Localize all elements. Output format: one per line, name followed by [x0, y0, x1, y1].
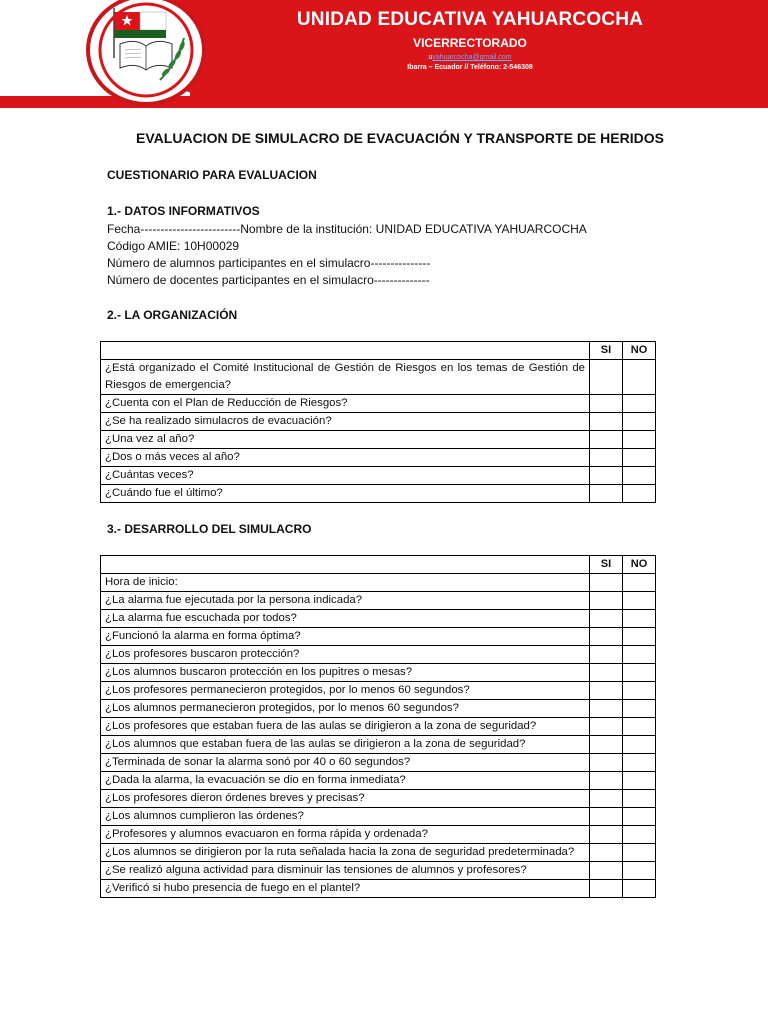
- question-cell: ¿Dada la alarma, la evacuación se dio en forma inmediata?: [101, 772, 590, 790]
- no-answer-cell[interactable]: [623, 754, 656, 772]
- si-header: SI: [590, 342, 623, 360]
- question-cell: ¿La alarma fue escuchada por todos?: [101, 610, 590, 628]
- si-answer-cell[interactable]: [590, 646, 623, 664]
- school-logo: [86, 0, 206, 106]
- school-name: UNIDAD EDUCATIVA YAHUARCOCHA: [296, 9, 644, 30]
- section-3-heading: 3.- DESARROLLO DEL SIMULACRO: [107, 522, 312, 536]
- section-1-heading: 1.- DATOS INFORMATIVOS: [107, 204, 260, 218]
- questionnaire-subtitle: CUESTIONARIO PARA EVALUACION: [107, 168, 317, 182]
- no-answer-cell[interactable]: [623, 682, 656, 700]
- si-answer-cell[interactable]: [590, 718, 623, 736]
- info-line-students: Número de alumnos participantes en el simulacro---------------: [107, 256, 431, 270]
- si-answer-cell[interactable]: [590, 574, 623, 592]
- table-row: [101, 718, 656, 736]
- si-answer-cell[interactable]: [590, 808, 623, 826]
- organization-table: [100, 341, 656, 503]
- table-row: [101, 413, 656, 431]
- no-answer-cell[interactable]: [623, 826, 656, 844]
- table-row: [101, 467, 656, 485]
- email-prefix: u: [428, 54, 433, 61]
- question-cell: ¿Se ha realizado simulacros de evacuación?: [101, 413, 590, 431]
- no-answer-cell[interactable]: [623, 413, 656, 431]
- si-answer-cell[interactable]: [590, 736, 623, 754]
- no-answer-cell[interactable]: [623, 610, 656, 628]
- table-row: [101, 736, 656, 754]
- no-answer-cell[interactable]: [623, 718, 656, 736]
- no-answer-cell[interactable]: [623, 664, 656, 682]
- no-answer-cell[interactable]: [623, 574, 656, 592]
- no-answer-cell[interactable]: [623, 772, 656, 790]
- si-answer-cell[interactable]: [590, 628, 623, 646]
- table-row: [101, 862, 656, 880]
- info-line-amie-code: Código AMIE: 10H00029: [107, 239, 240, 253]
- table-header-row: [101, 342, 656, 360]
- no-answer-cell[interactable]: [623, 449, 656, 467]
- si-answer-cell[interactable]: [590, 862, 623, 880]
- table-row: [101, 431, 656, 449]
- question-cell: ¿Cuántas veces?: [101, 467, 590, 485]
- si-answer-cell[interactable]: [590, 772, 623, 790]
- question-header-cell: [101, 556, 590, 574]
- no-header: NO: [623, 556, 656, 574]
- no-answer-cell[interactable]: [623, 790, 656, 808]
- no-answer-cell[interactable]: [623, 844, 656, 862]
- table-row: [101, 592, 656, 610]
- question-cell: ¿Los profesores permanecieron protegidos, por lo menos 60 segundos?: [101, 682, 590, 700]
- no-answer-cell[interactable]: [623, 485, 656, 503]
- question-cell: ¿Dos o más veces al año?: [101, 449, 590, 467]
- no-answer-cell[interactable]: [623, 700, 656, 718]
- si-answer-cell[interactable]: [590, 395, 623, 413]
- question-cell: ¿Los profesores buscaron protección?: [101, 646, 590, 664]
- no-answer-cell[interactable]: [623, 628, 656, 646]
- question-cell: ¿Profesores y alumnos evacuaron en forma rápida y ordenada?: [101, 826, 590, 844]
- table-row: [101, 754, 656, 772]
- si-answer-cell[interactable]: [590, 610, 623, 628]
- si-answer-cell[interactable]: [590, 844, 623, 862]
- table-row: [101, 664, 656, 682]
- simulation-table: [100, 555, 656, 898]
- section-2-heading: 2.- LA ORGANIZACIÓN: [107, 308, 238, 322]
- table-row: [101, 700, 656, 718]
- table-header-row: [101, 556, 656, 574]
- si-answer-cell[interactable]: [590, 360, 623, 395]
- table-row: [101, 449, 656, 467]
- si-answer-cell[interactable]: [590, 790, 623, 808]
- si-answer-cell[interactable]: [590, 700, 623, 718]
- question-header-cell: [101, 342, 590, 360]
- question-cell: ¿Los alumnos que estaban fuera de las aulas se dirigieron a la zona de seguridad?: [101, 736, 590, 754]
- table-row: [101, 395, 656, 413]
- info-line-teachers: Número de docentes participantes en el simulacro--------------: [107, 273, 430, 287]
- department-name: VICERRECTORADO: [413, 36, 527, 50]
- question-cell: ¿Funcionó la alarma en forma óptima?: [101, 628, 590, 646]
- no-answer-cell[interactable]: [623, 736, 656, 754]
- question-cell: ¿Cuenta con el Plan de Reducción de Riesgos?: [101, 395, 590, 413]
- question-cell: ¿La alarma fue ejecutada por la persona indicada?: [101, 592, 590, 610]
- no-answer-cell[interactable]: [623, 360, 656, 395]
- question-cell: ¿Los alumnos cumplieron las órdenes?: [101, 808, 590, 826]
- table-row: [101, 808, 656, 826]
- table-row: [101, 826, 656, 844]
- no-answer-cell[interactable]: [623, 808, 656, 826]
- question-cell: ¿Está organizado el Comité Institucional de Gestión de Riesgos en los temas de Gestión de Riesgos de emergencia?: [101, 360, 590, 395]
- table-row: [101, 485, 656, 503]
- si-answer-cell[interactable]: [590, 431, 623, 449]
- no-answer-cell[interactable]: [623, 431, 656, 449]
- document-title: EVALUACION DE SIMULACRO DE EVACUACIÓN Y TRANSPORTE DE HERIDOS: [136, 130, 664, 146]
- no-answer-cell[interactable]: [623, 467, 656, 485]
- table-row: [101, 682, 656, 700]
- si-answer-cell[interactable]: [590, 592, 623, 610]
- si-answer-cell[interactable]: [590, 682, 623, 700]
- no-answer-cell[interactable]: [623, 646, 656, 664]
- table-row: [101, 880, 656, 898]
- table-row: [101, 790, 656, 808]
- question-cell: ¿Los alumnos buscaron protección en los pupitres o mesas?: [101, 664, 590, 682]
- question-cell: ¿Los alumnos permanecieron protegidos, por lo menos 60 segundos?: [101, 700, 590, 718]
- table-row: [101, 360, 656, 395]
- si-answer-cell[interactable]: [590, 880, 623, 898]
- letterhead: [0, 0, 768, 108]
- si-answer-cell[interactable]: [590, 826, 623, 844]
- question-cell: ¿Los alumnos se dirigieron por la ruta señalada hacia la zona de seguridad predeterminada?: [101, 844, 590, 862]
- table-row: [101, 628, 656, 646]
- question-cell: ¿Se realizó alguna actividad para disminuir las tensiones de alumnos y profesores?: [101, 862, 590, 880]
- info-line-date-institution: Fecha-------------------------Nombre de la institución: UNIDAD EDUCATIVA YAHUARCOCHA: [107, 222, 587, 236]
- si-header: SI: [590, 556, 623, 574]
- no-answer-cell[interactable]: [623, 880, 656, 898]
- si-answer-cell[interactable]: [590, 664, 623, 682]
- contact-line: Ibarra – Ecuador // Teléfono: 2-546308: [407, 64, 533, 71]
- table-row: [101, 610, 656, 628]
- question-cell: ¿Una vez al año?: [101, 431, 590, 449]
- no-answer-cell[interactable]: [623, 862, 656, 880]
- email-line: [250, 54, 690, 61]
- question-cell: Hora de inicio:: [101, 574, 590, 592]
- table-row: [101, 646, 656, 664]
- table-row: [101, 574, 656, 592]
- question-cell: ¿Los profesores que estaban fuera de las aulas se dirigieron a la zona de seguridad?: [101, 718, 590, 736]
- si-answer-cell[interactable]: [590, 413, 623, 431]
- no-answer-cell[interactable]: [623, 592, 656, 610]
- table-row: [101, 844, 656, 862]
- si-answer-cell[interactable]: [590, 467, 623, 485]
- email-link[interactable]: yahuarcocha@gmail.com: [432, 54, 512, 61]
- no-answer-cell[interactable]: [623, 395, 656, 413]
- si-answer-cell[interactable]: [590, 485, 623, 503]
- question-cell: ¿Los profesores dieron órdenes breves y precisas?: [101, 790, 590, 808]
- question-cell: ¿Cuándo fue el último?: [101, 485, 590, 503]
- question-cell: ¿Verificó si hubo presencia de fuego en el plantel?: [101, 880, 590, 898]
- si-answer-cell[interactable]: [590, 449, 623, 467]
- si-answer-cell[interactable]: [590, 754, 623, 772]
- question-cell: ¿Terminada de sonar la alarma sonó por 40 o 60 segundos?: [101, 754, 590, 772]
- no-header: NO: [623, 342, 656, 360]
- table-row: [101, 772, 656, 790]
